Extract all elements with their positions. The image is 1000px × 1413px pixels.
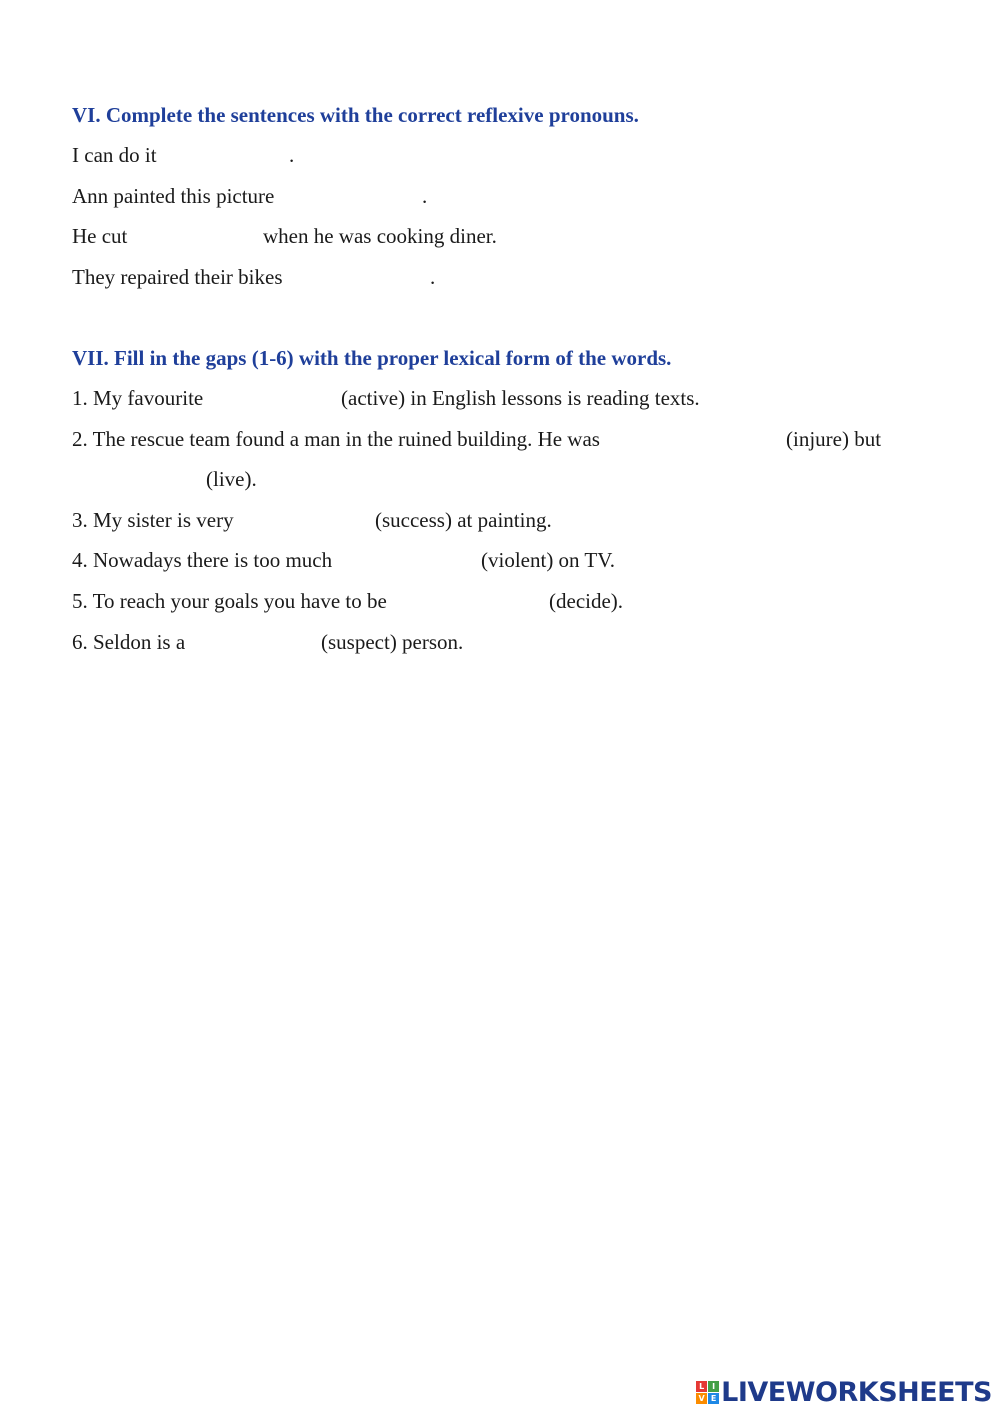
liveworksheets-logo [696, 1375, 992, 1409]
answer-input-7-2b[interactable] [72, 465, 206, 493]
sentence-3-end: when he was cooking diner. [263, 224, 497, 248]
item-2-continuation [72, 465, 372, 493]
answer-input-7-1[interactable] [222, 384, 341, 412]
answer-input-7-5[interactable] [432, 587, 551, 615]
item-5-text: 5. To reach your goals you have to be [72, 589, 387, 613]
sentence-2 [72, 182, 492, 210]
answer-input-6-1[interactable] [170, 141, 289, 169]
item-6 [72, 628, 522, 656]
sentence-4 [72, 263, 492, 291]
logo-letter-e: E [708, 1393, 719, 1404]
item-5-end: (decide). [549, 589, 624, 613]
item-2-end: (injure) but [786, 427, 882, 451]
answer-input-6-2[interactable] [304, 182, 423, 210]
sentence-4-end: . [430, 265, 436, 289]
item-4 [72, 546, 672, 574]
logo-letter-i: I [708, 1381, 719, 1392]
answer-input-7-6[interactable] [204, 628, 323, 656]
sentence-1 [72, 141, 472, 169]
answer-input-6-3[interactable] [138, 222, 262, 250]
item-6-end: (suspect) person. [321, 630, 464, 654]
logo-mark-icon [696, 1381, 719, 1404]
item-2-text: 2. The rescue team found a man in the ruined building. He was [72, 427, 600, 451]
sentence-1-end: . [289, 143, 295, 167]
sentence-2-text: Ann painted this picture [72, 184, 275, 208]
item-3-end: (success) at painting. [375, 508, 552, 532]
item-6-text: 6. Seldon is a [72, 630, 186, 654]
answer-input-7-2a[interactable] [668, 425, 787, 453]
logo-letter-l: L [696, 1381, 707, 1392]
item-1-text: 1. My favourite [72, 386, 204, 410]
answer-input-7-4[interactable] [366, 546, 483, 574]
answer-input-7-3[interactable] [258, 506, 377, 534]
item-3 [72, 506, 672, 534]
item-4-end: (violent) on TV. [481, 548, 615, 572]
item-5 [72, 587, 672, 615]
sentence-3 [72, 222, 592, 250]
sentence-3-text: He cut [72, 224, 128, 248]
item-2 [72, 425, 912, 453]
item-2-cont-end: (live). [206, 467, 257, 491]
answer-input-6-4[interactable] [312, 263, 431, 291]
sentence-1-text: I can do it [72, 143, 157, 167]
sentence-2-end: . [422, 184, 428, 208]
section-7-heading: VII. Fill in the gaps (1-6) with the proper lexical form of the words. [72, 346, 672, 370]
item-3-text: 3. My sister is very [72, 508, 234, 532]
sentence-4-text: They repaired their bikes [72, 265, 283, 289]
section-6-heading: VI. Complete the sentences with the correct reflexive pronouns. [72, 103, 639, 127]
item-4-text: 4. Nowadays there is too much [72, 548, 333, 572]
item-1-end: (active) in English lessons is reading texts. [341, 386, 700, 410]
logo-wordmark: LIVEWORKSHEETS [721, 1376, 992, 1408]
item-1 [72, 384, 772, 412]
logo-letter-v: V [696, 1393, 707, 1404]
